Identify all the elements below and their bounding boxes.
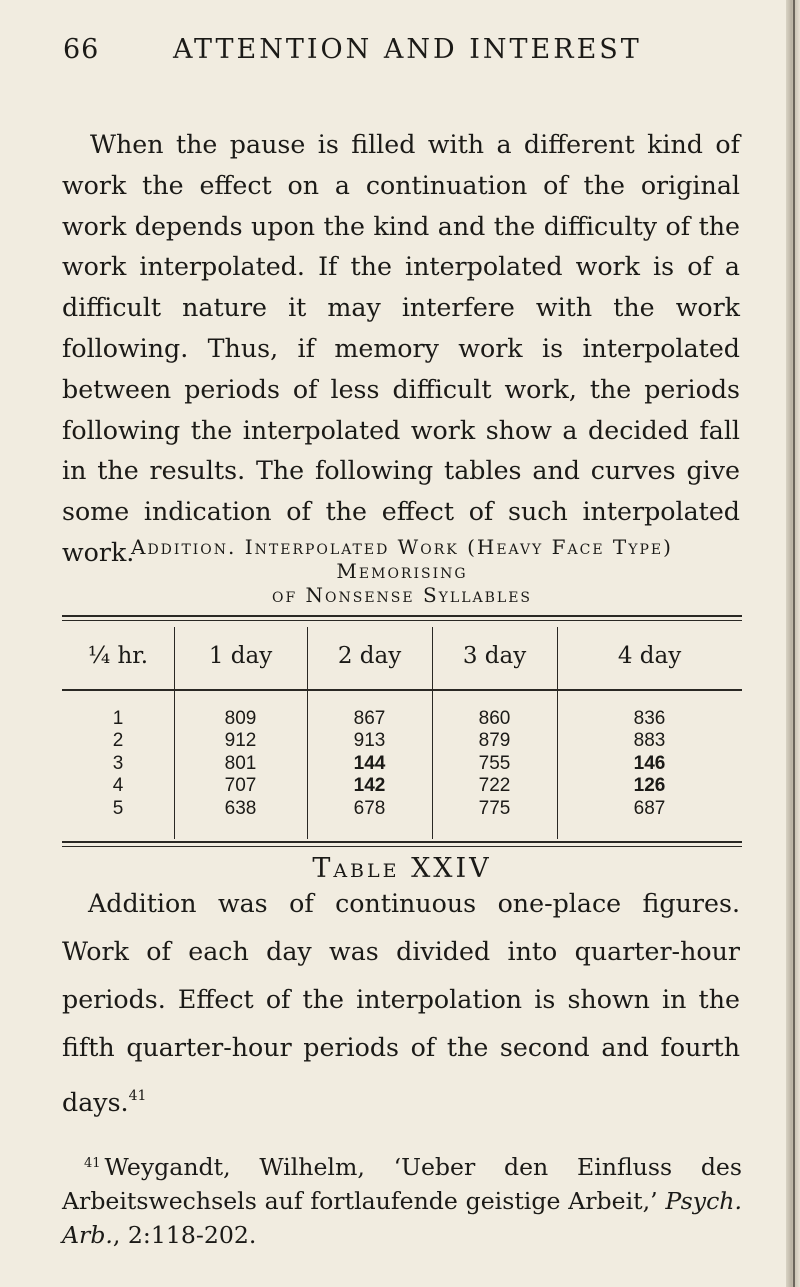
table-cell: 801 [224,752,257,774]
table-cell: 912 [224,730,257,752]
paragraph-addition [62,880,740,1127]
table-column-day-2 [307,708,432,820]
table-cell: 126 [633,775,666,797]
table-cell: 809 [224,708,257,729]
footnote-marker: 41 [84,1156,101,1171]
table-cell: 913 [353,730,386,752]
paragraph-addition-text: Addition was of continuous one-place figures. Work of each day was divided into quarter-hour periods. Effect of the interpolation is shown in the fifth quarter-hour periods of the second and fourth days. [62,889,740,1117]
paragraph-intro: When the pause is filled with a different kind of work the effect on a continuation of the original work depends upon the kind and the difficulty of the work interpolated. If the interpolated work is of a difficult nature it may interfere with the work following. Thus, if memory work is interpolated between periods of less difficult work, the periods following the interpolated work show a decided fall in the results. The following tables and curves give some indication of the effect of such interpolated work. [62,130,740,567]
footnote-reference: 41 [128,1088,147,1104]
table-header-day-3: 3 day [462,643,527,669]
table-header-quarter-hour: ¼ hr. [87,643,149,669]
table-caption-line-1: Addition. Interpolated Work (Heavy Face Type) Memorising [131,535,673,583]
table-header-day-2: 2 day [337,643,402,669]
running-head: ATTENTION AND INTEREST [173,34,642,65]
page-header [63,28,703,68]
table-header-day-4: 4 day [617,643,682,669]
table-cell: 678 [353,797,386,819]
table-cell: 722 [478,775,511,797]
table-header-day-1: 1 day [208,643,273,669]
table-cell: 4 [112,775,124,797]
table-cell: 1 [112,708,124,729]
table-cell: 144 [353,752,386,774]
table-rule-header [62,689,742,691]
table-rule-bottom [62,841,742,843]
table-cell: 707 [224,775,257,797]
table-rule-top [62,615,742,617]
table-cell: 775 [478,797,511,819]
footnote-source: Psych. Arb. [62,1187,742,1249]
table-rule-top-thin [62,620,742,621]
table-cell: 3 [112,752,124,774]
table-cell: 867 [353,708,386,729]
table-rule-bottom-thin [62,846,742,847]
table-caption-line-2: of Nonsense Syllables [271,583,533,607]
footnote-text: Weygandt, Wilhelm, ‘Ueber den Einfluss des Arbeitswechsels auf fortlaufende geistige Arbeit,’ [62,1153,742,1215]
footnote [62,1147,742,1252]
table-column-day-3 [432,708,557,820]
data-table [62,613,742,848]
table-cell: 146 [633,752,666,774]
table-cell: 879 [478,730,511,752]
table-cell: 142 [353,775,386,797]
table-cell: 836 [633,708,666,729]
table-cell: 860 [478,708,511,729]
table-cell: 2 [112,730,124,752]
page-edge-line [793,0,795,1287]
page-number: 66 [63,34,100,65]
table-cell: 755 [478,752,511,774]
table-cell: 687 [633,797,666,819]
table-column-day-1 [174,708,307,820]
footnote-pages: , 2:118-202. [112,1221,257,1249]
table-column-day-4 [557,708,742,820]
table-cell: 638 [224,797,257,819]
table-cell: 5 [112,797,124,819]
table-cell: 883 [633,730,666,752]
table-title: Table XXIV [312,853,492,884]
table-column-period [62,708,174,820]
